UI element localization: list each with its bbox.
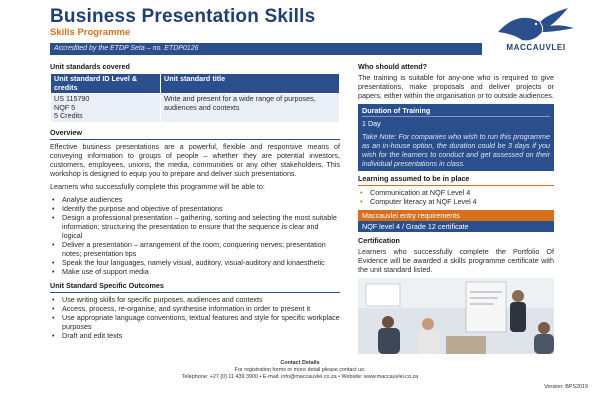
document-title: Business Presentation Skills — [50, 6, 316, 27]
learning-heading: Learning assumed to be in place — [358, 174, 470, 183]
list-item: • Access, process, re-organise, and synthesise information in order to present it — [52, 303, 311, 313]
outcomes-list — [50, 295, 340, 340]
table-row — [51, 94, 340, 123]
unit-id-cell: US 115790 NQF 5 5 Credits — [51, 94, 161, 123]
document-subtitle: Skills Programme — [50, 27, 131, 38]
accreditation-banner: Accredited by the ETDP Seta – no. ETDP0126 — [50, 43, 482, 55]
divider — [358, 185, 554, 186]
logo-text: MACCAUVLEI — [506, 43, 566, 52]
table-header-id: Unit standard ID Level & credits — [51, 74, 161, 94]
outcomes-intro: Learners who successfully complete this programme will be able to: — [50, 181, 265, 191]
presentation-photo — [358, 278, 554, 354]
unit-title-cell: Write and present for a wide range of purposes, audiences and contexts — [161, 94, 340, 123]
duration-value: 1 Day — [362, 119, 381, 128]
entry-value: NQF level 4 / Grade 12 certificate — [358, 221, 554, 232]
overview-paragraph: Effective business presentations are a powerful, flexible and responsive means of conveying information to groups of people – whether they are potential investors, customers, employees, unions, the media, communities or any other stakeholders. This workshop is designed to equip you to prepare and deliver such presentations. — [50, 141, 340, 178]
left-column — [50, 62, 340, 342]
overview-heading: Overview — [50, 127, 82, 137]
entry-heading: Maccauvlei entry requirements — [358, 210, 554, 221]
duration-heading: Duration of Training — [362, 106, 550, 117]
certification-text: Learners who successfully complete the Portfolio Of Evidence will be awarded a skills programme certificate with the unit standard listed. — [358, 247, 554, 274]
unit-standards-table — [50, 73, 340, 123]
list-item: • Computer literacy at NQF Level 4 — [360, 197, 477, 206]
version-label: Version: BPS2019 — [544, 384, 588, 390]
duration-box — [358, 104, 554, 171]
list-item: • Design a professional presentation – gathering, sorting and selecting the most suitable information; structuring the presentation to ensure that the sequence is clear and logical — [52, 212, 337, 240]
table-header-title: Unit standard title — [161, 74, 340, 94]
attend-heading: Who should attend? — [358, 62, 428, 71]
list-item: • Speak the four languages, namely visual, auditory, visual-auditory and kinaesthetic — [52, 257, 325, 267]
footer-heading: Contact Details — [280, 360, 320, 366]
duration-note: Take Note: For companies who wish to run this programme as an in-house option, the duration could be 3 days if you wish for the learners to conduct and get assessed on their individual presentations in class. — [362, 132, 550, 168]
divider — [50, 139, 340, 140]
list-item: • Draft and edit texts — [52, 330, 123, 340]
list-item: • Use appropriate language conventions, textual features and style for specific workplace purposes — [52, 312, 340, 331]
footer-line: For registration forms or more detail please contact us: — [234, 367, 366, 373]
list-item: • Communication at NQF Level 4 — [360, 188, 471, 197]
list-item: • Use writing skills for specific purposes, audiences and contexts — [52, 294, 263, 304]
overview-list — [50, 195, 340, 276]
learning-list — [358, 188, 554, 206]
divider — [50, 292, 340, 293]
outcomes-heading: Unit Standard Specific Outcomes — [50, 280, 164, 290]
right-column — [358, 62, 554, 278]
list-item: • Analyse audiences — [52, 194, 123, 204]
list-item: • Make use of support media — [52, 266, 149, 276]
footer-contact: Telephone: +27 (0) 11 439 3900 • E-mail: info@maccauvlei.co.za • Website: www.maccauvlei.co.za — [181, 374, 419, 380]
unit-standards-heading: Unit standards covered — [50, 62, 130, 71]
certification-heading: Certification — [358, 236, 400, 245]
list-item: • Identify the purpose and objective of presentations — [52, 203, 223, 213]
footer — [0, 360, 600, 381]
list-item: • Deliver a presentation – arrangement of the room; conquering nerves; presentation notes; presentation tips — [52, 239, 326, 258]
attend-text: The training is suitable for any-one who is required to give presentations, make proposals and deliver projects or papers, either within the organisation or to outside audiences. — [358, 73, 554, 100]
